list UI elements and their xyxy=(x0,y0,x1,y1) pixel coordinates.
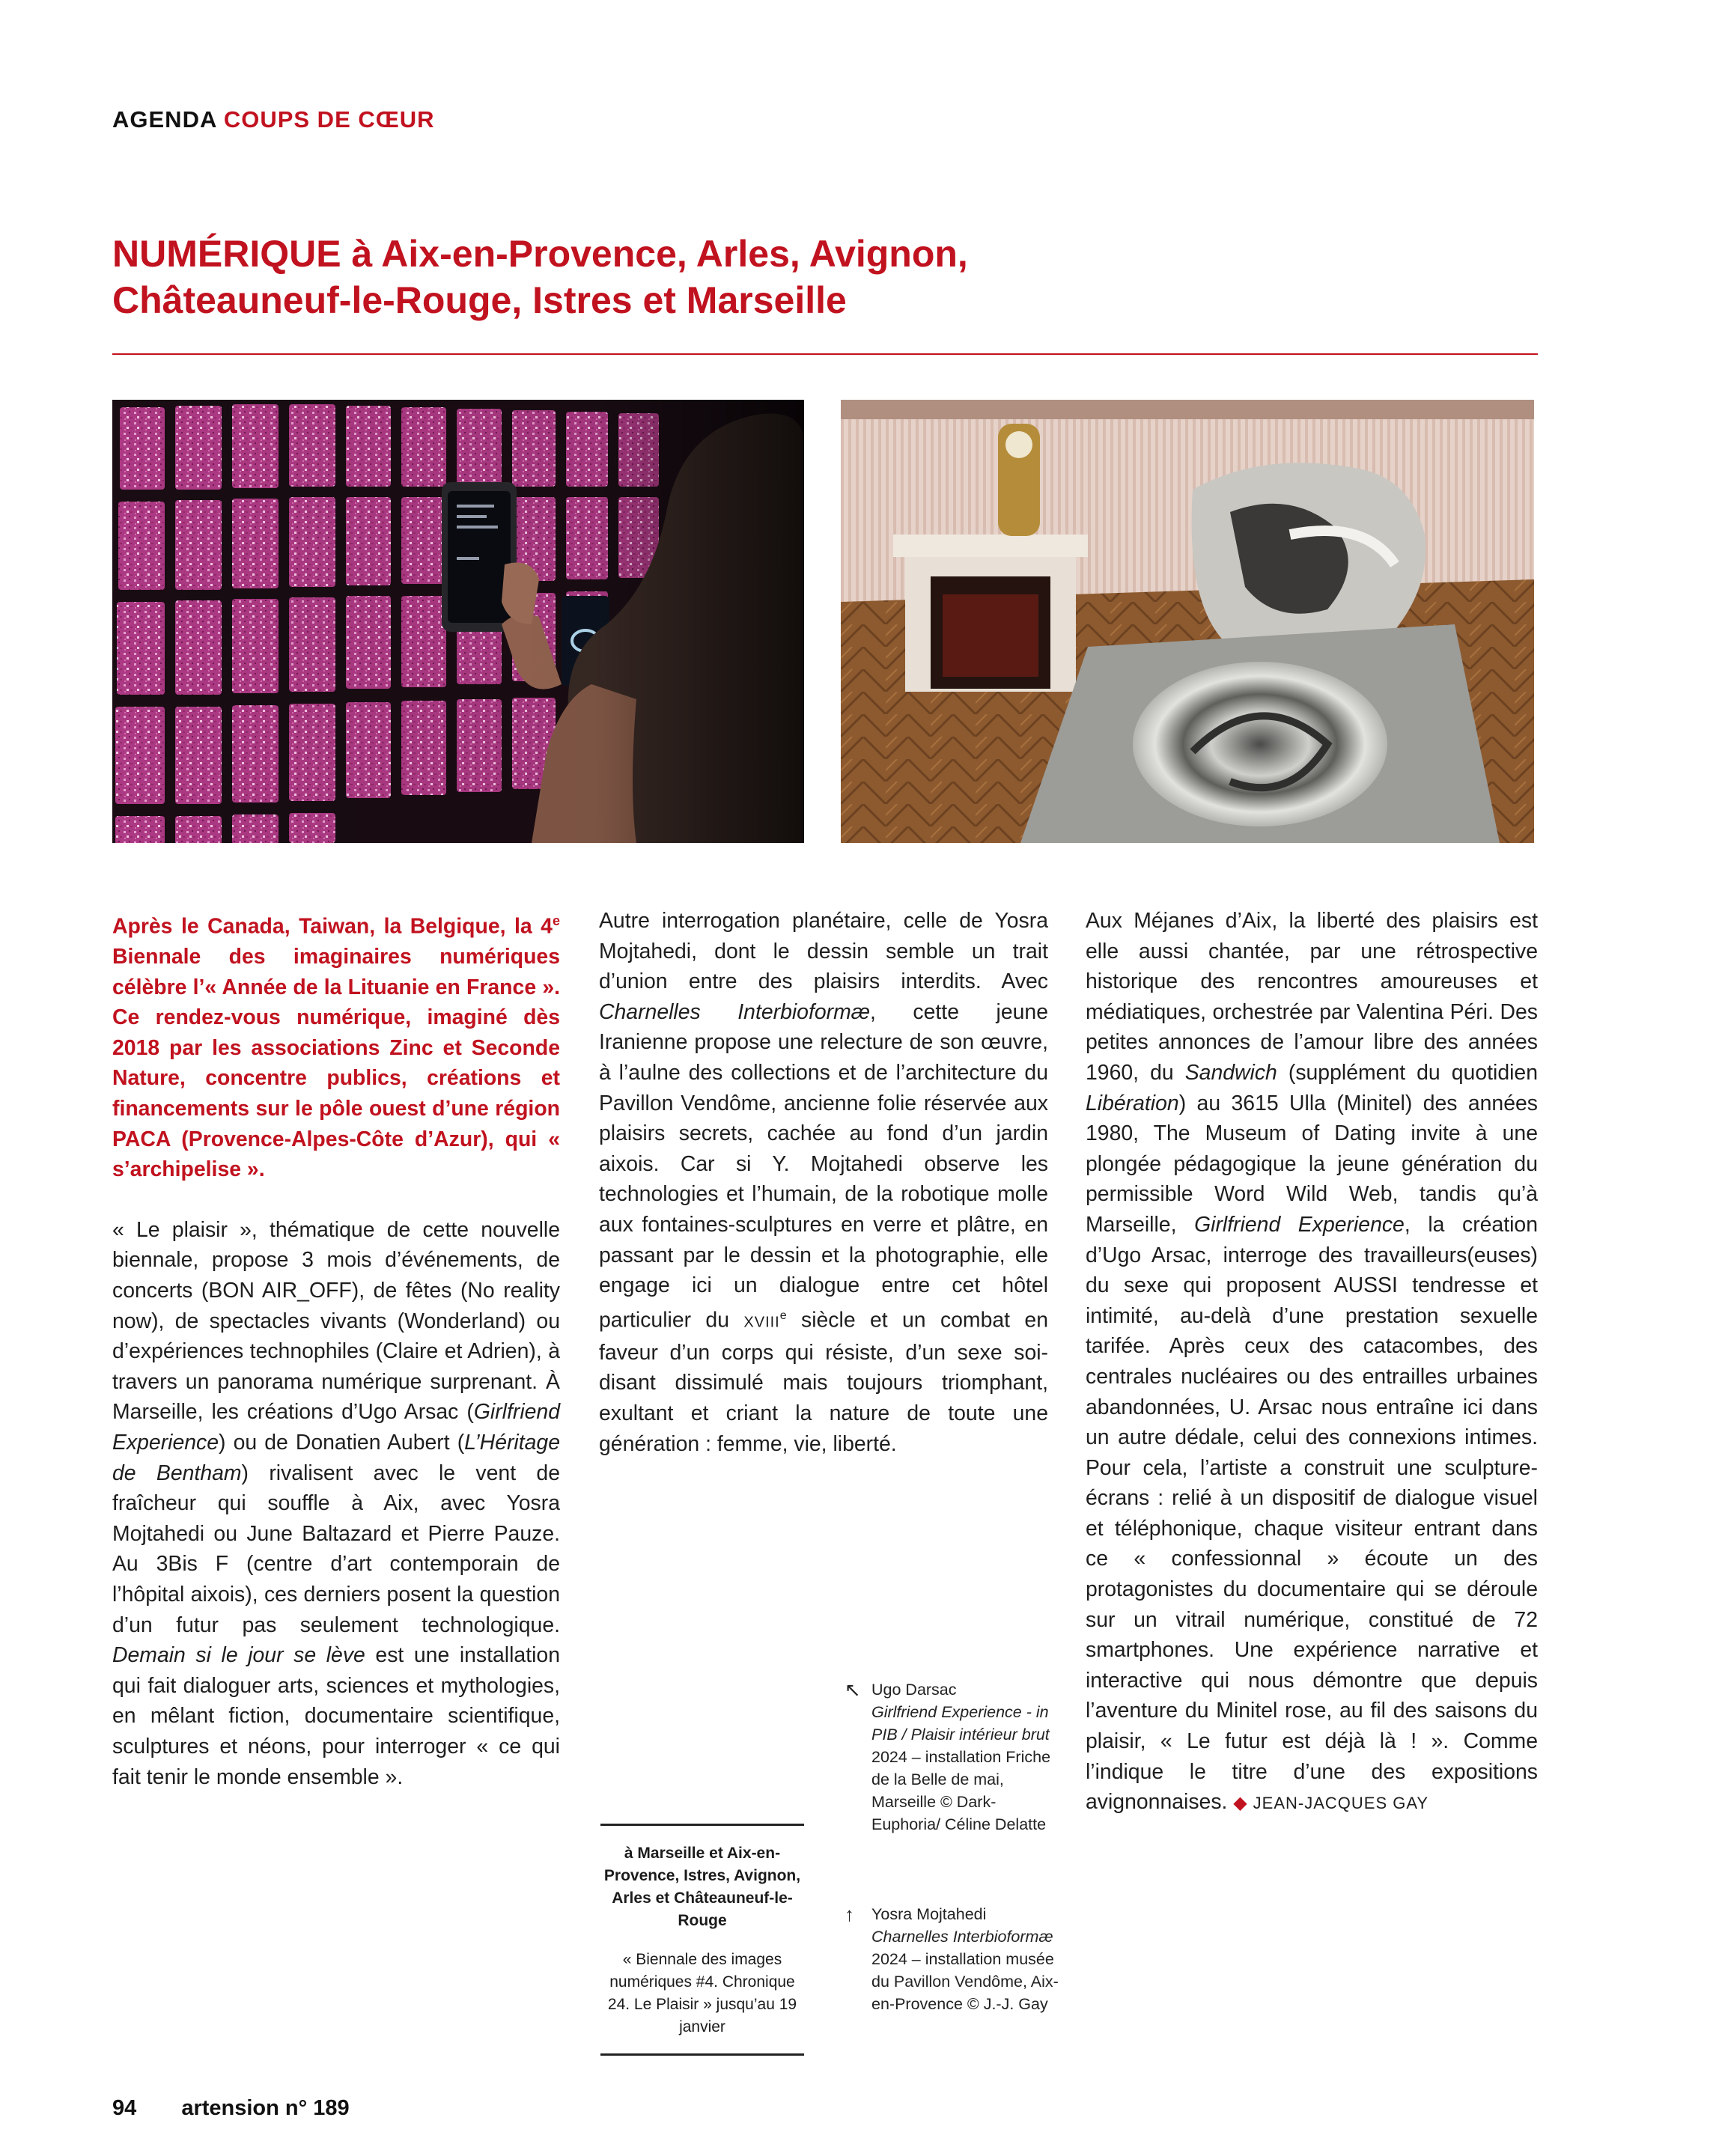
lead-text-1: Après le Canada, Taiwan, la Belgique, la 4 xyxy=(112,914,553,939)
event-locations: à Marseille et Aix-en-Provence, Istres, Avignon, Arles et Châteauneuf-le-Rouge xyxy=(603,1845,801,1929)
col2-text-2: , cette jeune Iranienne propose une relecture de son œuvre, à l’aulne des collections et de l’architecture du Pavillon Vendôme, ancienne folie réservée aux plaisirs secrets, cachée au fond d’un jardin aixois. Car si Y. Mojtahedi observe les technologies et l’humain, de la robotique molle aux fontaines-sculptures en verre et plâtre, en passant par le dessin et la photographie, elle engage ici un dialogue entre cet hôtel particulier du xyxy=(599,999,1049,1333)
p2-work-title-3: Demain si le jour se lève xyxy=(112,1643,365,1668)
photo-smartphone-wall-image xyxy=(112,400,804,843)
photo-pavillon-vendome-image xyxy=(841,400,1534,843)
col3-work-title-2: Libération xyxy=(1086,1091,1179,1115)
paragraph-mejanes xyxy=(1086,906,1538,1819)
end-diamond-icon: ◆ xyxy=(1233,1793,1247,1814)
col3-text-3: ) au 3615 Ulla (Minitel) des années 1980, The Museum of Dating invite à une plongée pédagogique la jeune génération du permissible Word Wild Web, tandis qu’à Marseille, xyxy=(1086,1091,1538,1237)
headline-line-2: Châteauneuf-le-Rouge, Istres et Marseille xyxy=(112,279,847,321)
section-label xyxy=(112,106,435,133)
photo-pavillon-vendome xyxy=(841,400,1534,843)
col3-text-2: (supplément du quotidien xyxy=(1277,1060,1539,1085)
col2-century-sup: e xyxy=(779,1309,787,1322)
magazine-issue: artension n° 189 xyxy=(181,2096,350,2120)
caption-right-photo xyxy=(845,1903,1062,2015)
col2-work-title: Charnelles Interbioformæ xyxy=(599,999,870,1024)
lead-superscript: e xyxy=(552,913,560,928)
p2-text-4: est une installation qui fait dialoguer arts, sciences et mythologies, en mêlant fiction, documentaire scientifique, sculptures et néons, pour interroger « ce qui fait tenir le monde ensemble ». xyxy=(112,1643,560,1789)
p2-text-2: ) ou de Donatien Aubert ( xyxy=(219,1430,465,1455)
paragraph-mojtahedi xyxy=(599,906,1048,1459)
col3-work-title-3: Girlfriend Experience xyxy=(1194,1212,1405,1237)
lead-text-2: Biennale des imaginaires numériques célèbre l’« Année de la Lituanie en France ». Ce rendez-vous numérique, imaginé dès 2018 par les associations Zinc et Seconde Nature, concentre publics, créations et financements sur le pôle ouest d’une région PACA (Provence-Alpes-Côte d’Azur), qui « s’archipelise ». xyxy=(112,945,560,1182)
arrow-up-left-icon: ↖ xyxy=(845,1678,861,1701)
caption2-title: Charnelles Interbioformæ xyxy=(871,1928,1053,1946)
p2-text-1: « Le plaisir », thématique de cette nouvelle biennale, propose 3 mois d’événements, de concerts (BON AIR_OFF), de fêtes (No reality now), de spectacles vivants (Wonderland) ou d’expériences technophiles (Claire et Adrien), à travers un panorama numérique surprenant. À Marseille, les créations d’Ugo Arsac ( xyxy=(112,1217,560,1425)
column-1 xyxy=(112,906,560,1792)
column-3 xyxy=(1086,906,1538,1819)
photo-smartphone-wall xyxy=(112,400,804,843)
column-2 xyxy=(599,906,1048,1459)
p2-work-title-2: L’Héritage de Bentham xyxy=(112,1430,560,1485)
paragraph-plaisir xyxy=(112,1215,560,1792)
col2-century: XVIII xyxy=(743,1314,780,1331)
title-rule xyxy=(112,353,1538,355)
page-number: 94 xyxy=(112,2096,137,2120)
subsection-name: COUPS DE CŒUR xyxy=(223,106,435,133)
arrow-up-icon: ↑ xyxy=(845,1903,854,1925)
caption2-details: 2024 – installation musée du Pavillon Vendôme, Aix-en-Provence © J.-J. Gay xyxy=(871,1950,1059,2013)
caption1-artist: Ugo Darsac xyxy=(871,1681,957,1699)
lead-paragraph xyxy=(112,906,560,1185)
col3-work-title-1: Sandwich xyxy=(1184,1060,1277,1085)
caption1-details: 2024 – installation Friche de la Belle de mai, Marseille © Dark-Euphoria/ Céline Delatte xyxy=(871,1748,1051,1833)
p2-text-3: ) rivalisent avec le vent de fraîcheur qui souffle à Aix, avec Yosra Mojtahedi ou June Baltazard et Pierre Pauze. Au 3Bis F (centre d’art contemporain de l’hôpital aixois), ces derniers posent la question d’un futur pas seulement technologique. xyxy=(112,1461,560,1637)
author-signature: JEAN-JACQUES GAY xyxy=(1253,1794,1429,1813)
p2-work-title-1: Girlfriend Experience xyxy=(112,1400,560,1455)
col3-text-4: , la création d’Ugo Arsac, interroge des travailleurs(euses) du sexe qui proposent AUSSI tendresse et intimité, au-delà d’une prestation sexuelle tarifée. Après ceux des catacombes, des centrales nucléaires ou des entrailles urbaines abandonnées, U. Arsac nous entraîne ici dans un autre dédale, celui des connexions intimes. Pour cela, l’artiste a construit une sculpture-écrans : relié à un dispositif de dialogue visuel et téléphonique, chaque visiteur entrant dans ce « confessionnal » écoute un des protagonistes du documentaire qui se déroule sur un vitrail numérique, constitué de 72 smartphones. Une expérience narrative et interactive qui nous démontre que depuis l’aventure du Minitel rose, au fil des saisons du plaisir, « Le futur est déjà là ! ». Comme l’indique le titre d’une des expositions avignonnaises. xyxy=(1086,1212,1538,1815)
col3-text-1: Aux Méjanes d’Aix, la liberté des plaisirs est elle aussi chantée, par une rétrospective historique des rencontres amoureuses et médiatiques, orchestrée par Valentina Péri. Des petites annonces de l’amour libre des années 1960, du xyxy=(1086,909,1538,1085)
col2-text-1: Autre interrogation planétaire, celle de Yosra Mojtahedi, dont le dessin semble un trait d’union entre des plaisirs interdits. Avec xyxy=(599,909,1048,994)
page-footer xyxy=(112,2096,350,2121)
event-details: « Biennale des images numériques #4. Chronique 24. Le Plaisir » jusqu’au 19 janvier xyxy=(607,1951,797,2035)
headline-line-1: NUMÉRIQUE à Aix-en-Provence, Arles, Avignon, xyxy=(112,233,968,275)
headline xyxy=(112,231,1535,323)
col2-text-3: siècle et un combat en faveur d’un corps qui résiste, d’un sexe soi-disant dissimulé mais toujours triomphant, exultant et criant la nature de toute une génération : femme, vie, liberté. xyxy=(599,1308,1048,1456)
caption2-artist: Yosra Mojtahedi xyxy=(871,1905,987,1923)
section-name: AGENDA xyxy=(112,106,217,133)
caption-left-photo xyxy=(845,1678,1062,1836)
caption1-title: Girlfriend Experience - in PIB / Plaisir intérieur brut xyxy=(871,1703,1050,1744)
event-info-box xyxy=(600,1824,804,2056)
